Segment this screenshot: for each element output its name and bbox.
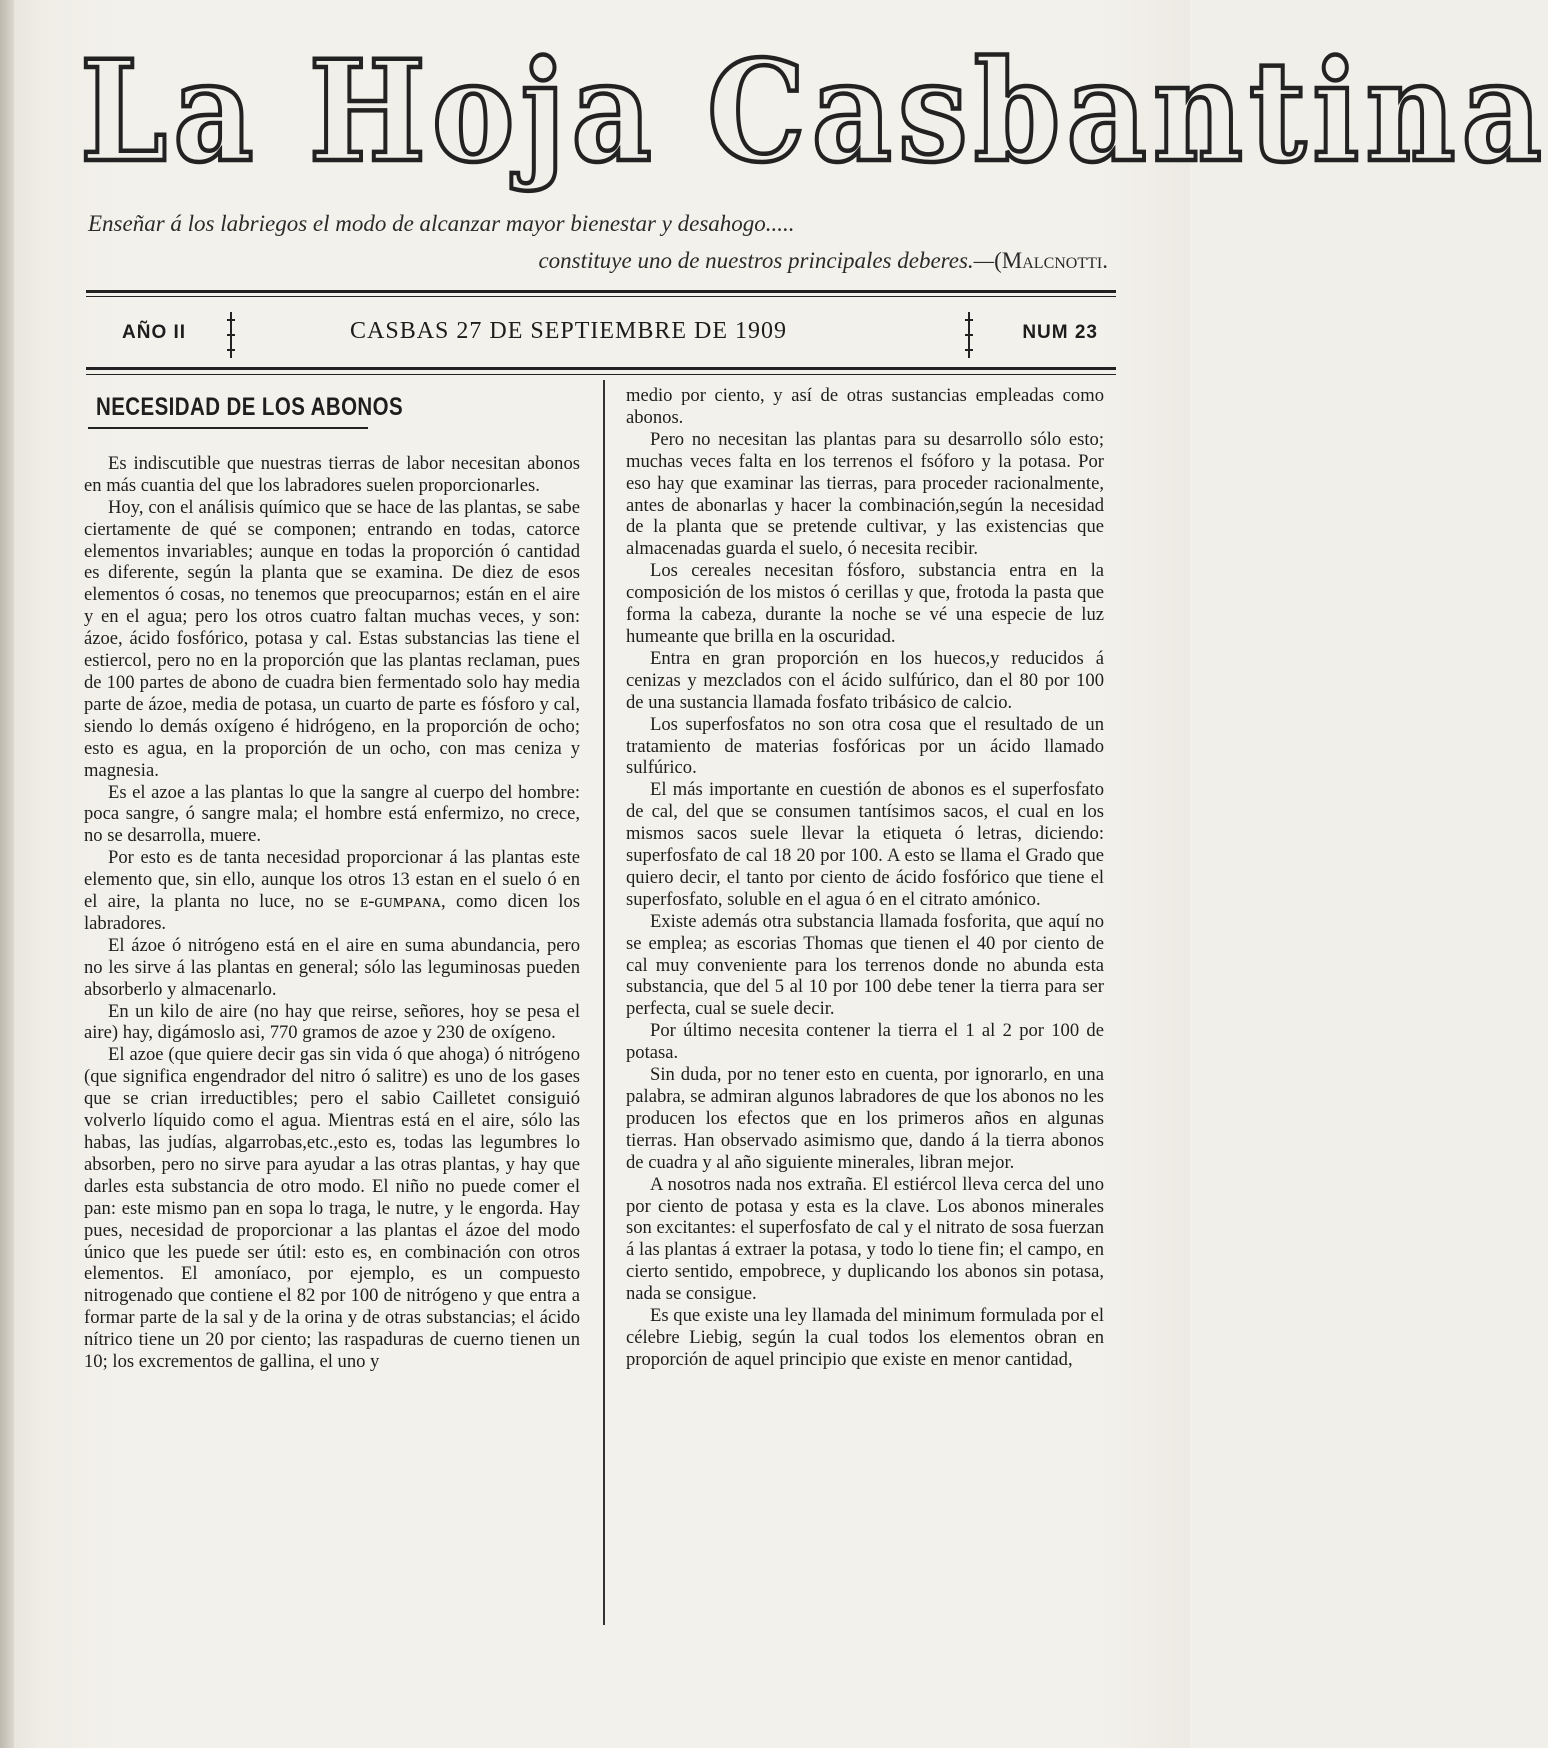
article-headline: NECESIDAD DE LOS ABONOS bbox=[96, 393, 404, 421]
motto bbox=[88, 206, 1108, 280]
paragraph: El ázoe ó nitrógeno está en el aire en suma abundancia, pero no les sirve á las plantas en general; sólo las leguminosas pueden absorberlo y almacenarlo. bbox=[84, 934, 580, 1000]
motto-line-2-text: constituye uno de nuestros principales deberes.— bbox=[538, 247, 995, 273]
paragraph: El más importante en cuestión de abonos es el superfosfato de cal, del que se consumen tantísimos sacos, el cual en los mismos sacos suele llevar la etiqueta ó letras, diciendo: superfosfato de cal 18 20 por 100. A esto se llama el Grado que quiero decir, el tanto por ciento de ácido fosfórico que tiene el superfosfato, soluble en el agua ó en el citrato amónico. bbox=[626, 779, 1104, 910]
masthead-title: La Hoja Casbantina bbox=[80, 31, 1548, 194]
dateline-bottom-rule bbox=[86, 367, 1116, 370]
dateline-top-rule bbox=[86, 290, 1116, 293]
headline-underline bbox=[88, 427, 368, 429]
paragraph: Es que existe una ley llamada del minimum formulada por el célebre Liebig, según la cual todos los elementos obran en proporción de aquel principio que existe en menor cantidad, bbox=[626, 1305, 1104, 1370]
issue-date: CASBAS 27 DE SEPTIEMBRE DE 1909 bbox=[350, 318, 788, 344]
paragraph: Sin duda, por no tener esto en cuenta, por ignorarlo, en una palabra, se admiran algunos labradores de que los abonos no les producen los efectos que en los primeros años en algunas tierras. Han observado asimismo que, dando á la tierra abonos de cuadra y al año siguiente minerales, libran mejor. bbox=[626, 1064, 1104, 1173]
motto-line-1: Enseñar á los labriegos el modo de alcanzar mayor bienestar y desahogo..... bbox=[88, 211, 795, 236]
paragraph: Entra en gran proporción en los huecos,y reducidos á cenizas y mezclados con el ácido sulfúrico, dan el 80 por 100 de una sustancia llamada fosfato tribásico de calcio. bbox=[626, 647, 1104, 713]
paragraph: A nosotros nada nos extraña. El estiércol lleva cerca del uno por ciento de potasa y esta es la clave. Los abonos minerales son excitantes: el superfosfato de cal y el nitrato de sosa fuerzan á las plantas á extraer la potasa, y todo lo tiene fin; el campo, en cierto sentido, empobrece, y duplicando los abonos sin potasa, nada se consigue. bbox=[626, 1173, 1104, 1305]
paragraph: El azoe (que quiere decir gas sin vida ó que ahoga) ó nitrógeno (que significa engendrador del nitro ó salitre) es uno de los gases que se crian irreductibles; pero el sabio Cailletet consiguió volverlo líquido como el agua. Mientras está en el aire, sólo las habas, las judías, algarrobas,etc.,esto es, todas las legumbres lo absorben, pero no sirve para ayudar a las otras plantas, y hay que darles esta substancia de otro modo. El niño no puede comer el pan: este mismo pan en sopa lo traga, le nutre, y le engorda. Hay pues, necesidad de proporcionar a las plantas el ázoe del modo único que les puede ser útil: esto es, en combinación con otros elementos. El amoníaco, por ejemplo, es un compuesto nitrogenado que contiene el 82 por 100 de nitrógeno y que entra a formar parte de la sal y de la orina y de otras substancias; el ácido nítrico tiene un 20 por ciento; las raspaduras de cuerno tienen un 10; los excrementos de gallina, el uno y bbox=[84, 1044, 580, 1373]
page-binding-edge bbox=[0, 0, 14, 1748]
motto-line-2 bbox=[88, 243, 1108, 280]
paragraph: Los superfosfatos no son otra cosa que el resultado de un tratamiento de materias fosfóricas por un ácido llamado sulfúrico. bbox=[626, 713, 1104, 779]
bracket-ornament-left bbox=[226, 310, 236, 360]
paragraph: Existe además otra substancia llamada fosforita, que aquí no se emplea; as escorias Thomas que tienen el 40 por ciento de cal muy conveniente para los terrenos donde no abunda esta substancia, que del 5 al 10 por 100 debe tener la tierra para ser perfecta, cual se suele decir. bbox=[626, 910, 1104, 1020]
dateline-top-rule-thin bbox=[86, 296, 1116, 297]
paragraph: Por último necesita contener la tierra el 1 al 2 por 100 de potasa. bbox=[626, 1020, 1104, 1064]
masthead bbox=[80, 31, 1548, 194]
column-divider bbox=[603, 380, 605, 1625]
dateline bbox=[86, 310, 1116, 360]
dateline-bottom-rule-thin bbox=[86, 374, 1116, 375]
issue-number: NUM 23 bbox=[1022, 322, 1098, 343]
paragraph: Es indiscutible que nuestras tierras de labor necesitan abonos en más cuantia del que los labradores suelen proporcionarles. bbox=[84, 452, 580, 496]
article-column-left bbox=[84, 385, 580, 1373]
motto-author: (Malcnotti. bbox=[994, 247, 1108, 273]
paragraph: medio por ciento, y así de otras sustancias empleadas como abonos. bbox=[626, 385, 1104, 428]
paragraph: Los cereales necesitan fósforo, substancia entra en la composición de los mistos ó cerillas y que, frotoda la pasta que forma la cabeza, durante la noche se vé una especie de luz humeante que brilla en la oscuridad. bbox=[626, 560, 1104, 647]
article-column-right bbox=[626, 385, 1104, 1371]
paragraph: Hoy, con el análisis químico que se hace de las plantas, se sabe ciertamente de qué se componen; entrando en todas, catorce elementos invariables; aunque en todas la proporción ó cantidad es diferente, según la planta que se examina. De diez de esos elementos ó cosas, no tenemos que preocuparnos; están en el aire y en el agua; pero los otros cuatro faltan muchas veces, y son: ázoe, ácido fosfórico, potasa y cal. Estas substancias las tiene el estiercol, pero no en la proporción que las plantas reclaman, pues de 100 partes de abono de cuadra bien fermentado solo hay media parte de ázoe, media de potasa, un cuarto de parte es fósforo y cal, siendo lo demás oxígeno é hidrógeno, en la proporción de ocho; esto es agua, en la proporción de un ocho, con mas ceniza y magnesia. bbox=[84, 496, 580, 781]
paragraph: En un kilo de aire (no hay que reirse, señores, hoy se pesa el aire) hay, digámoslo asi, 770 gramos de azoe y 230 de oxígeno. bbox=[84, 1000, 580, 1044]
issue-year: AÑO II bbox=[122, 322, 187, 343]
paragraph: Es el azoe a las plantas lo que la sangre al cuerpo del hombre: poca sangre, ó sangre mala; el hombre está enfermizo, no crece, no se desarrolla, muere. bbox=[84, 781, 580, 847]
bracket-ornament-right bbox=[964, 310, 974, 360]
paragraph: Pero no necesitan las plantas para su desarrollo sólo esto; muchas veces falta en los terrenos el fsóforo y la potasa. Por eso hay que examinar las tierras, para proceder racionalmente, antes de abonarlas y hacer la combinación,según la necesidad de la planta que se pretende cultivar, y las existencias que almacenadas guarda el suelo, ó necesita recibir. bbox=[626, 428, 1104, 560]
paragraph: Por esto es de tanta necesidad proporcionar á las plantas este elemento que, sin ello, aunque los otros 13 estan en el suelo ó en el aire, la planta no luce, no se ᴇ-ɢᴜᴍᴘᴀɴᴀ, como dicen los labradores. bbox=[84, 847, 580, 934]
